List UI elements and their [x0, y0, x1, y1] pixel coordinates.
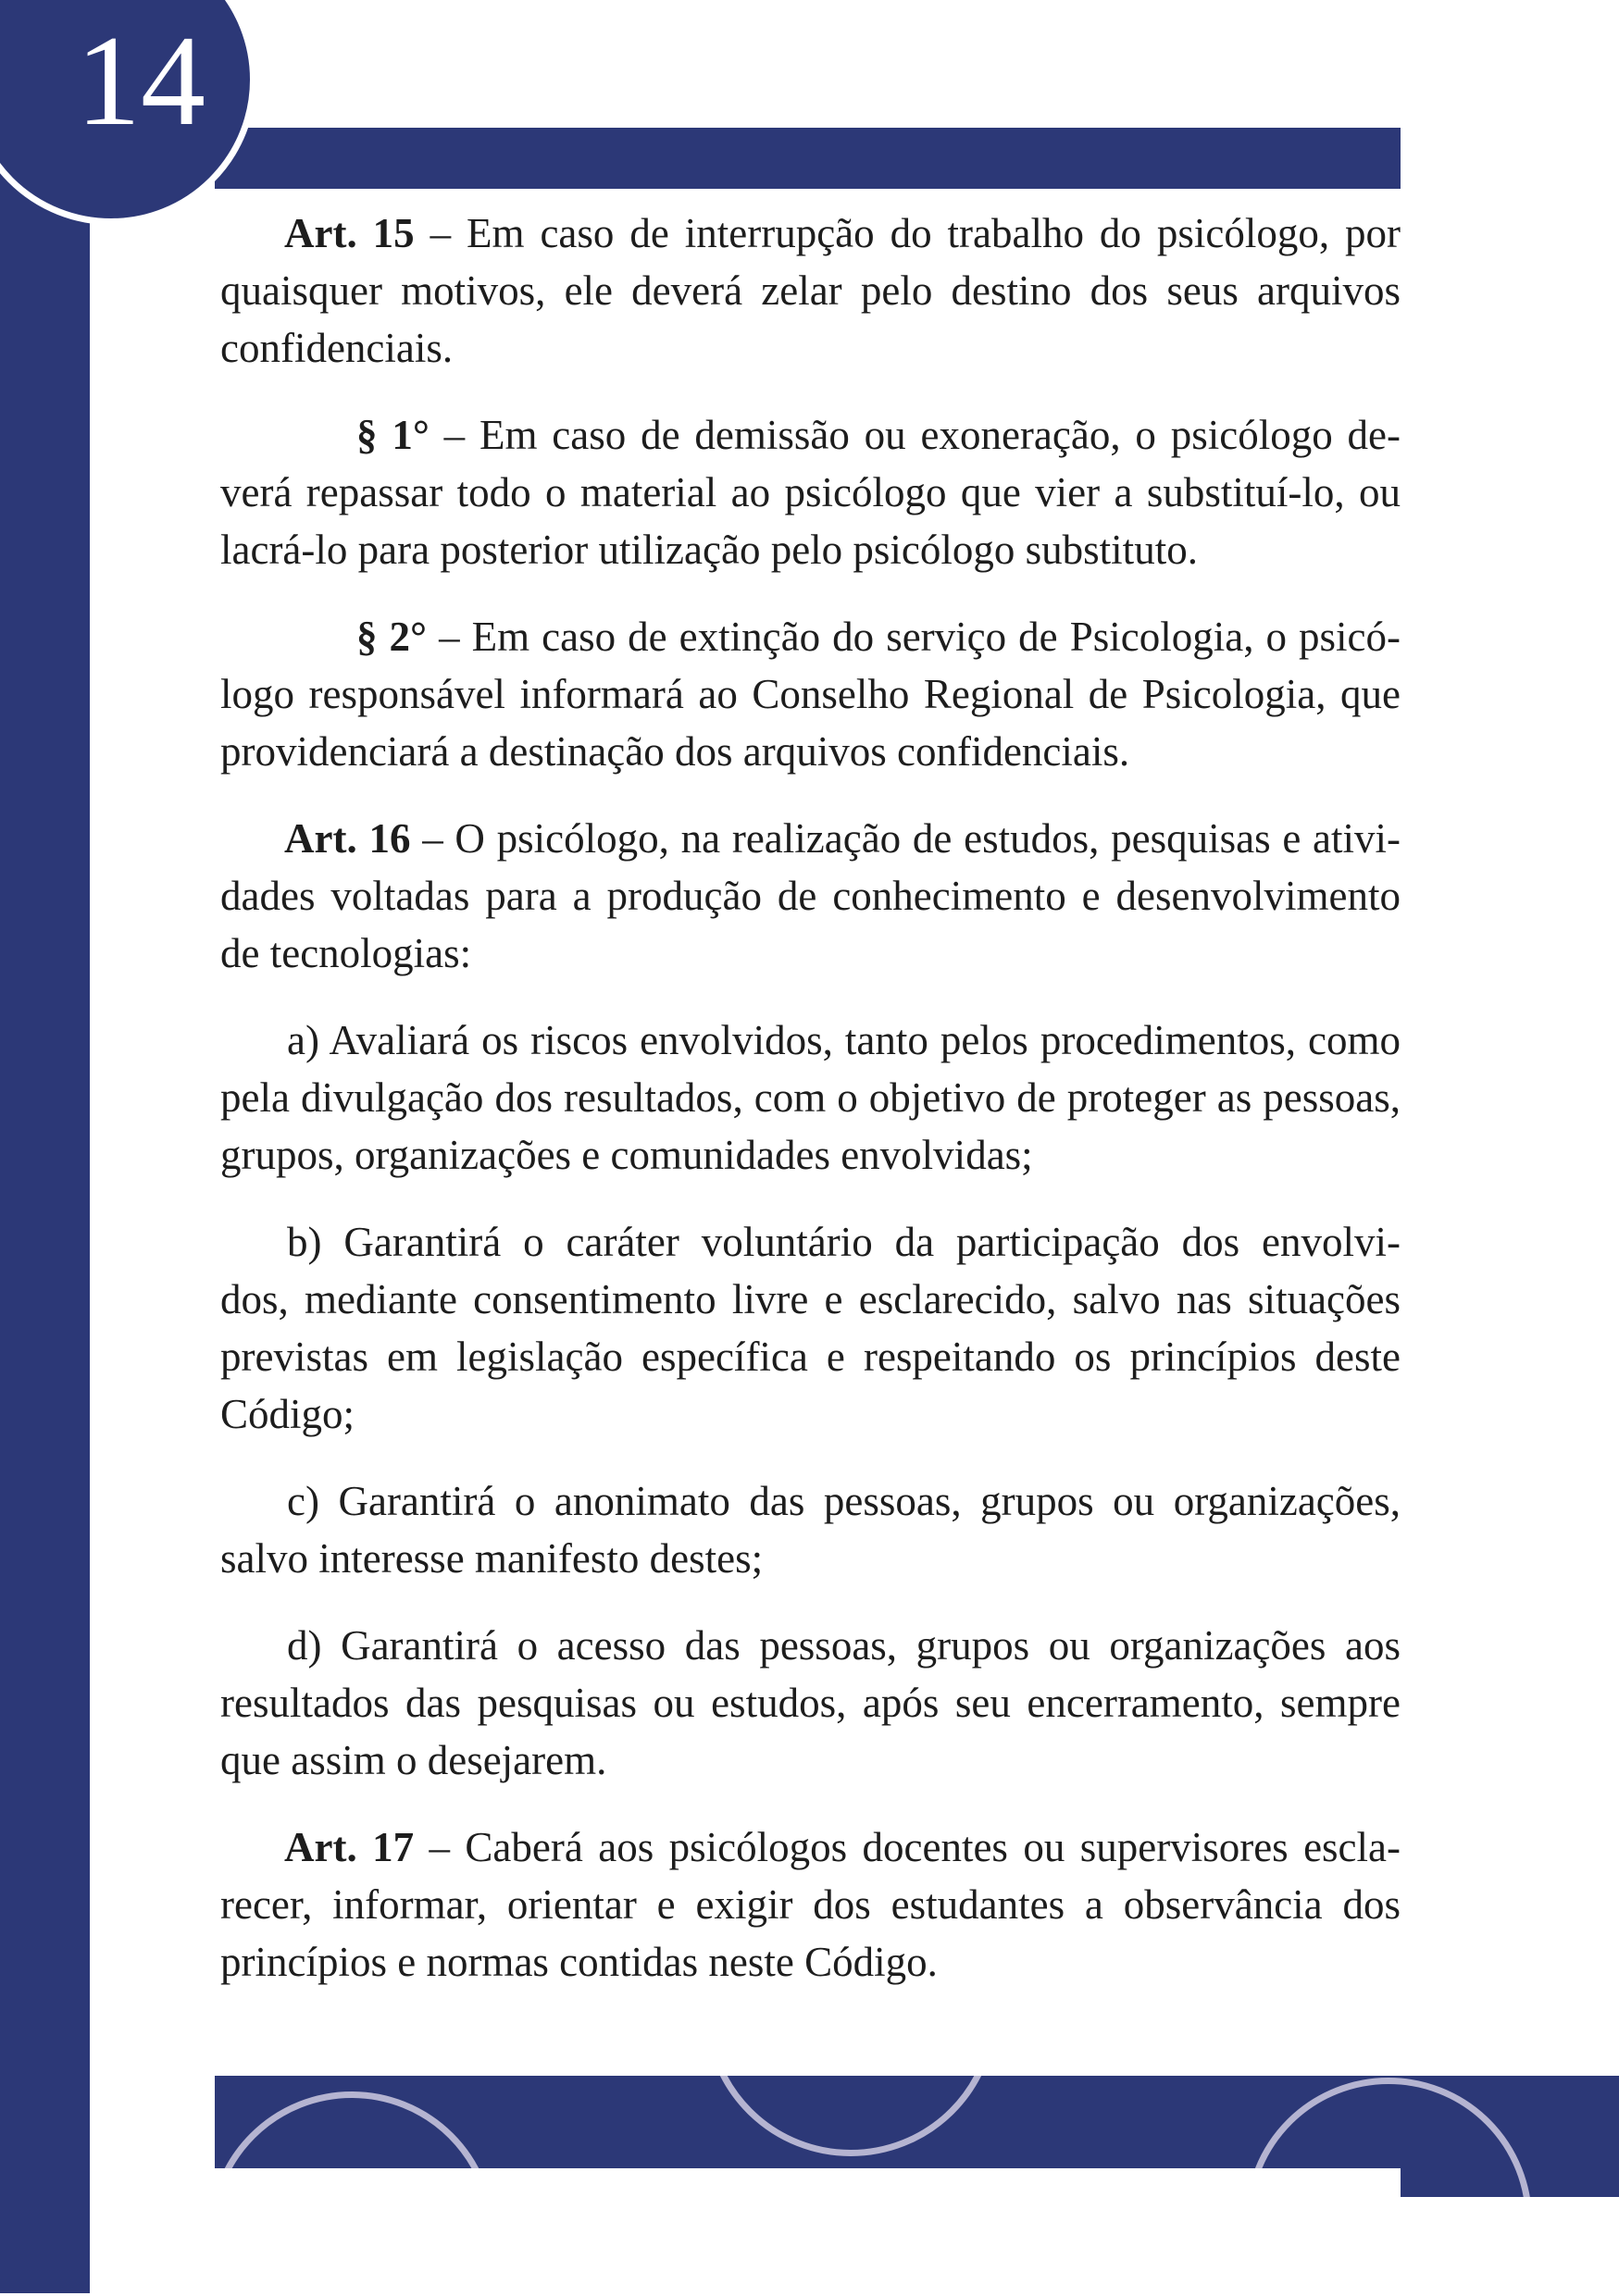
paragraph	[220, 1011, 1401, 1184]
header-rule	[215, 128, 1401, 189]
text-line: verá repassar todo o material ao psicólogo que vier a substituí-lo, ou	[220, 469, 1401, 515]
text-line: dos, mediante consentimento livre e esclarecido, salvo nas situações	[220, 1276, 1401, 1322]
page-number	[0, 0, 286, 227]
text-line: logo responsável informará ao Conselho Regional de Psicologia, que	[220, 671, 1401, 717]
paragraph	[220, 1472, 1401, 1587]
circle-arc-decoration	[1401, 2078, 1532, 2197]
left-edge-bar	[0, 0, 90, 2293]
text-line: b) Garantirá o caráter voluntário da participação dos envolvi-	[287, 1219, 1401, 1265]
paragraph	[220, 205, 1401, 377]
text-line: de tecnologias:	[220, 930, 472, 976]
paragraph-lead: Art. 16	[284, 815, 411, 862]
paragraph-lead: Art. 17	[284, 1824, 415, 1870]
text-line: pela divulgação dos resultados, com o objetivo de proteger as pessoas,	[220, 1074, 1401, 1121]
text-line: Art. 15 – Em caso de interrupção do trabalho do psicólogo, por	[284, 210, 1401, 256]
paragraph-lead: § 1°	[356, 412, 430, 458]
text-line: salvo interesse manifesto destes;	[220, 1535, 764, 1582]
text-line: § 1° – Em caso de demissão ou exoneração, o psicólogo de-	[356, 412, 1401, 458]
text-line: confidenciais.	[220, 325, 454, 371]
text-line: d) Garantirá o acesso das pessoas, grupos ou organizações aos	[287, 1622, 1401, 1669]
paragraph-lead: Art. 15	[284, 210, 415, 256]
footer-band-step	[1401, 2076, 1619, 2197]
text-line: dades voltadas para a produção de conhecimento e desenvolvimento	[220, 873, 1401, 919]
text-line: lacrá-lo para posterior utilização pelo psicólogo substituto.	[220, 527, 1198, 573]
text-line: que assim o desejarem.	[220, 1737, 607, 1783]
text-line: § 2° – Em caso de extinção do serviço de Psicologia, o psicó-	[356, 614, 1401, 660]
article-body	[220, 205, 1401, 2020]
text-line: previstas em legislação específica e respeitando os princípios deste	[220, 1334, 1401, 1380]
text-line: recer, informar, orientar e exigir dos estudantes a observância dos	[220, 1881, 1401, 1928]
page-number-text: 14	[76, 9, 205, 153]
paragraph	[220, 608, 1401, 780]
text-line: Código;	[220, 1391, 355, 1437]
paragraph	[220, 810, 1401, 982]
text-line: a) Avaliará os riscos envolvidos, tanto pelos procedimentos, como	[287, 1017, 1401, 1063]
text-line: Art. 16 – O psicólogo, na realização de estudos, pesquisas e ativi-	[284, 815, 1401, 862]
text-line: Art. 17 – Caberá aos psicólogos docentes ou supervisores escla-	[284, 1824, 1401, 1870]
text-line: quaisquer motivos, ele deverá zelar pelo destino dos seus arquivos	[220, 267, 1401, 314]
paragraph	[220, 1617, 1401, 1789]
paragraph	[220, 1213, 1401, 1443]
text-line: resultados das pesquisas ou estudos, após seu encerramento, sempre	[220, 1680, 1401, 1726]
paragraph	[220, 406, 1401, 578]
text-line: c) Garantirá o anonimato das pessoas, grupos ou organizações,	[287, 1478, 1401, 1524]
paragraph-lead: § 2°	[356, 614, 428, 660]
text-line: providenciará a destinação dos arquivos confidenciais.	[220, 728, 1130, 775]
paragraph	[220, 1818, 1401, 1991]
circle-arc-decoration	[704, 2076, 997, 2156]
text-line: grupos, organizações e comunidades envolvidas;	[220, 1132, 1033, 1178]
text-line: princípios e normas contidas neste Código.	[220, 1939, 938, 1985]
circle-arc-decoration	[215, 2091, 495, 2168]
